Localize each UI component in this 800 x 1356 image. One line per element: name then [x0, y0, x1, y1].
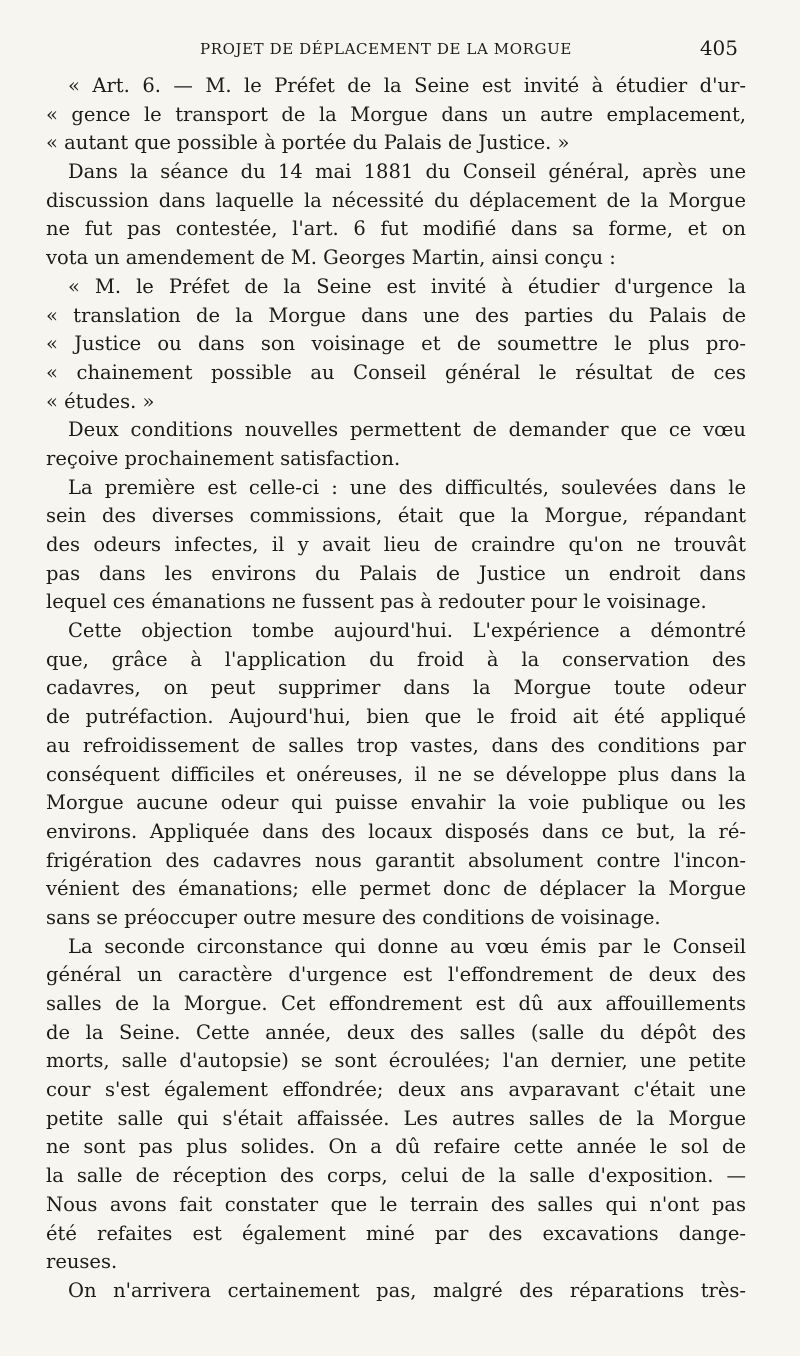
- text-line: salles de la Morgue. Cet effondrement est dû aux affouillements: [46, 992, 746, 1015]
- text-line: « études. »: [46, 389, 155, 413]
- body-text: [46, 72, 746, 1306]
- text-line: Nous avons fait constater que le terrain des salles qui n'ont pas: [46, 1192, 746, 1216]
- text-line: sein des diverses commissions, était que la Morgue, répandant: [46, 504, 746, 528]
- text-line: reçoive prochainement satisfaction.: [46, 446, 401, 470]
- text-line: sans se préoccuper outre mesure des conditions de voisinage.: [46, 905, 661, 929]
- text-line: « Art. 6. — M. le Préfet de la Seine est invité à étudier d'ur-: [68, 74, 746, 97]
- text-line: « gence le transport de la Morgue dans un autre emplacement,: [46, 102, 746, 126]
- text-line: des odeurs infectes, il y avait lieu de craindre qu'on ne trouvât: [46, 533, 746, 556]
- text-line: cour s'est également effondrée; deux ans avparavant c'était une: [46, 1078, 746, 1102]
- text-line: ne sont pas plus solides. On a dû refaire cette année le sol de: [46, 1135, 746, 1159]
- running-header: [40, 36, 740, 64]
- text-line: été refaites est également miné par des excavations dange-: [46, 1221, 746, 1245]
- text-line: pas dans les environs du Palais de Justice un endroit dans: [46, 561, 746, 585]
- text-line: « chainement possible au Conseil général le résultat de ces: [46, 360, 746, 384]
- text-line: morts, salle d'autopsie) se sont écroulées; l'an dernier, une petite: [46, 1049, 746, 1073]
- text-line: environs. Appliquée dans des locaux disposés dans ce but, la ré-: [46, 819, 746, 843]
- text-line: discussion dans laquelle la nécessité du déplacement de la Morgue: [46, 188, 746, 212]
- text-line: « autant que possible à portée du Palais de Justice. »: [46, 131, 570, 155]
- text-line: de putréfaction. Aujourd'hui, bien que le froid ait été appliqué: [46, 705, 746, 729]
- text-line: On n'arrivera certainement pas, malgré des réparations très-: [68, 1278, 746, 1302]
- text-line: au refroidissement de salles trop vastes, dans des conditions par: [46, 733, 746, 757]
- text-line: que, grâce à l'application du froid à la conservation des: [46, 647, 746, 671]
- running-header-title: PROJET DE DÉPLACEMENT DE LA MORGUE: [200, 40, 572, 58]
- text-line: conséquent difficiles et onéreuses, il ne se développe plus dans la: [46, 762, 746, 786]
- text-line: Cette objection tombe aujourd'hui. L'expérience a démontré: [68, 619, 746, 643]
- text-line: ne fut pas contestée, l'art. 6 fut modifié dans sa forme, et on: [46, 217, 746, 241]
- text-line: La première est celle-ci : une des difficultés, soulevées dans le: [68, 475, 746, 499]
- text-line: cadavres, on peut supprimer dans la Morgue toute odeur: [46, 676, 746, 700]
- text-line: « M. le Préfet de la Seine est invité à étudier d'urgence la: [68, 274, 746, 298]
- text-line: la salle de réception des corps, celui de la salle d'exposition. —: [46, 1164, 746, 1188]
- text-line: lequel ces émanations ne fussent pas à redouter pour le voisinage.: [46, 590, 707, 614]
- text-line: général un caractère d'urgence est l'effondrement de deux des: [46, 963, 746, 987]
- text-line: frigération des cadavres nous garantit absolument contre l'incon-: [46, 848, 746, 872]
- text-line: Deux conditions nouvelles permettent de demander que ce vœu: [68, 418, 746, 442]
- text-line: reuses.: [46, 1250, 118, 1274]
- text-line: La seconde circonstance qui donne au vœu émis par le Conseil: [68, 934, 746, 958]
- text-line: « translation de la Morgue dans une des parties du Palais de: [46, 303, 746, 327]
- text-line: Dans la séance du 14 mai 1881 du Conseil général, après une: [68, 160, 746, 184]
- text-line: « Justice ou dans son voisinage et de soumettre le plus pro-: [46, 332, 746, 356]
- text-line: vénient des émanations; elle permet donc de déplacer la Morgue: [46, 877, 746, 901]
- text-line: petite salle qui s'était affaissée. Les autres salles de la Morgue: [46, 1106, 746, 1130]
- text-line: vota un amendement de M. Georges Martin, ainsi conçu :: [46, 246, 616, 270]
- text-line: Morgue aucune odeur qui puisse envahir la voie publique ou les: [46, 791, 746, 815]
- page-number: 405: [699, 36, 738, 60]
- text-line: de la Seine. Cette année, deux des salles (salle du dépôt des: [46, 1020, 746, 1044]
